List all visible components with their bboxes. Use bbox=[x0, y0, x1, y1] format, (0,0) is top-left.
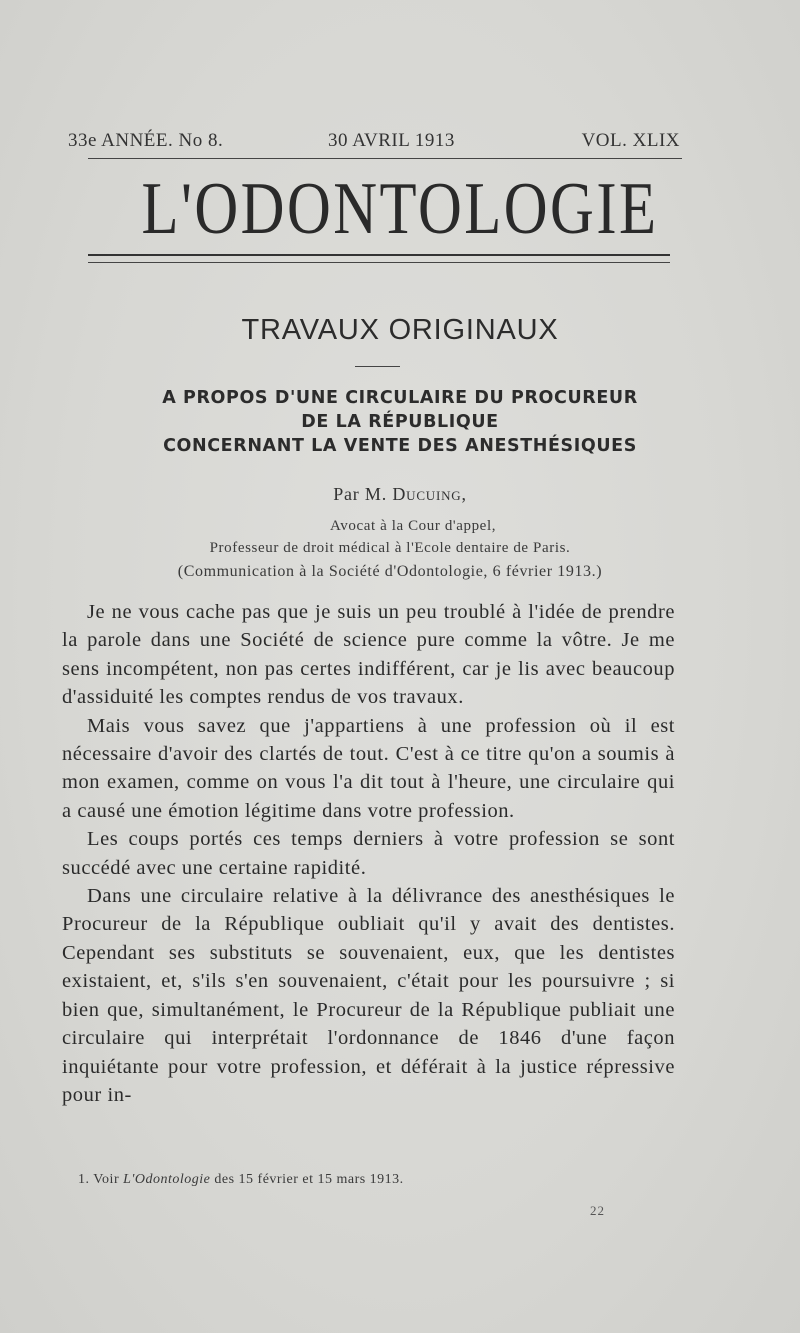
masthead-double-rule bbox=[88, 254, 670, 263]
communication-note: (Communication à la Société d'Odontologie, 6 février 1913.) bbox=[177, 563, 603, 580]
footnote-journal: L'Odontologie bbox=[123, 1172, 211, 1187]
header-rule bbox=[88, 158, 682, 159]
author-affiliation: Professeur de droit médical à l'Ecole dentaire de Paris. bbox=[209, 540, 571, 556]
body-paragraph: Je ne vous cache pas que je suis un peu troublé à l'idée de prendre la parole dans une Société de science pure comme la vôtre. Je me sens incompétent, non pas certes indifférent, car je lis avec beaucoup d'assiduité les comptes rendus de vos travaux. bbox=[62, 601, 675, 709]
running-head bbox=[68, 130, 680, 154]
journal-masthead: L'ODONTOLOGIE bbox=[141, 168, 659, 250]
footnote-prefix: Voir bbox=[93, 1172, 120, 1187]
footnote-suffix: des 15 février et 15 mars 1913. bbox=[214, 1172, 404, 1187]
issue-number: 33e ANNÉE. No 8. bbox=[68, 130, 224, 151]
body-paragraph: Dans une circulaire relative à la délivrance des anesthésiques le Procureur de la République oubliait qu'il y avait des dentistes. Cependant ses substituts se souvenaient, eux, que les dentistes existaient, et, s'ils s'en souvenaient, c'était pour les poursuivre ; si bien que, simultanément, le Procureur de la République publiait une circulaire qui interprétait l'ordonnance de 1846 d'une façon inquiétante pour votre profession, et déférait à la justice répressive pour in- bbox=[62, 885, 675, 1106]
byline-prefix: Par M. bbox=[333, 484, 388, 504]
byline bbox=[0, 484, 800, 505]
volume-number: VOL. XLIX bbox=[581, 130, 680, 151]
article-body bbox=[62, 598, 675, 1109]
article-title-line: CONCERNANT LA VENTE DES ANESTHÉSIQUES bbox=[163, 436, 637, 456]
footnote-number: 1. bbox=[78, 1172, 90, 1187]
article-title-line: A PROPOS D'UNE CIRCULAIRE DU PROCUREUR bbox=[162, 388, 638, 408]
body-paragraph: Mais vous savez que j'appartiens à une profession où il est nécessaire d'avoir des clartés de tout. C'est à ce titre qu'on a soumis à mon examen, comme on vous l'a dit tout à l'heure, une circulaire qui a causé une émotion légitime dans votre profession. bbox=[62, 714, 675, 822]
section-title: TRAVAUX ORIGINAUX bbox=[241, 314, 559, 346]
author-name: Ducuing, bbox=[392, 484, 467, 504]
page-number: 22 bbox=[590, 1203, 605, 1218]
issue-date: 30 AVRIL 1913 bbox=[328, 130, 455, 151]
article-title-line: DE LA RÉPUBLIQUE bbox=[301, 412, 499, 432]
footnote bbox=[78, 1172, 404, 1188]
author-affiliation: Avocat à la Cour d'appel, bbox=[329, 518, 497, 534]
section-divider bbox=[355, 366, 400, 367]
article-title bbox=[0, 386, 800, 458]
body-paragraph: Les coups portés ces temps derniers à votre profession se sont succédé avec une certaine rapidité. bbox=[62, 828, 675, 879]
